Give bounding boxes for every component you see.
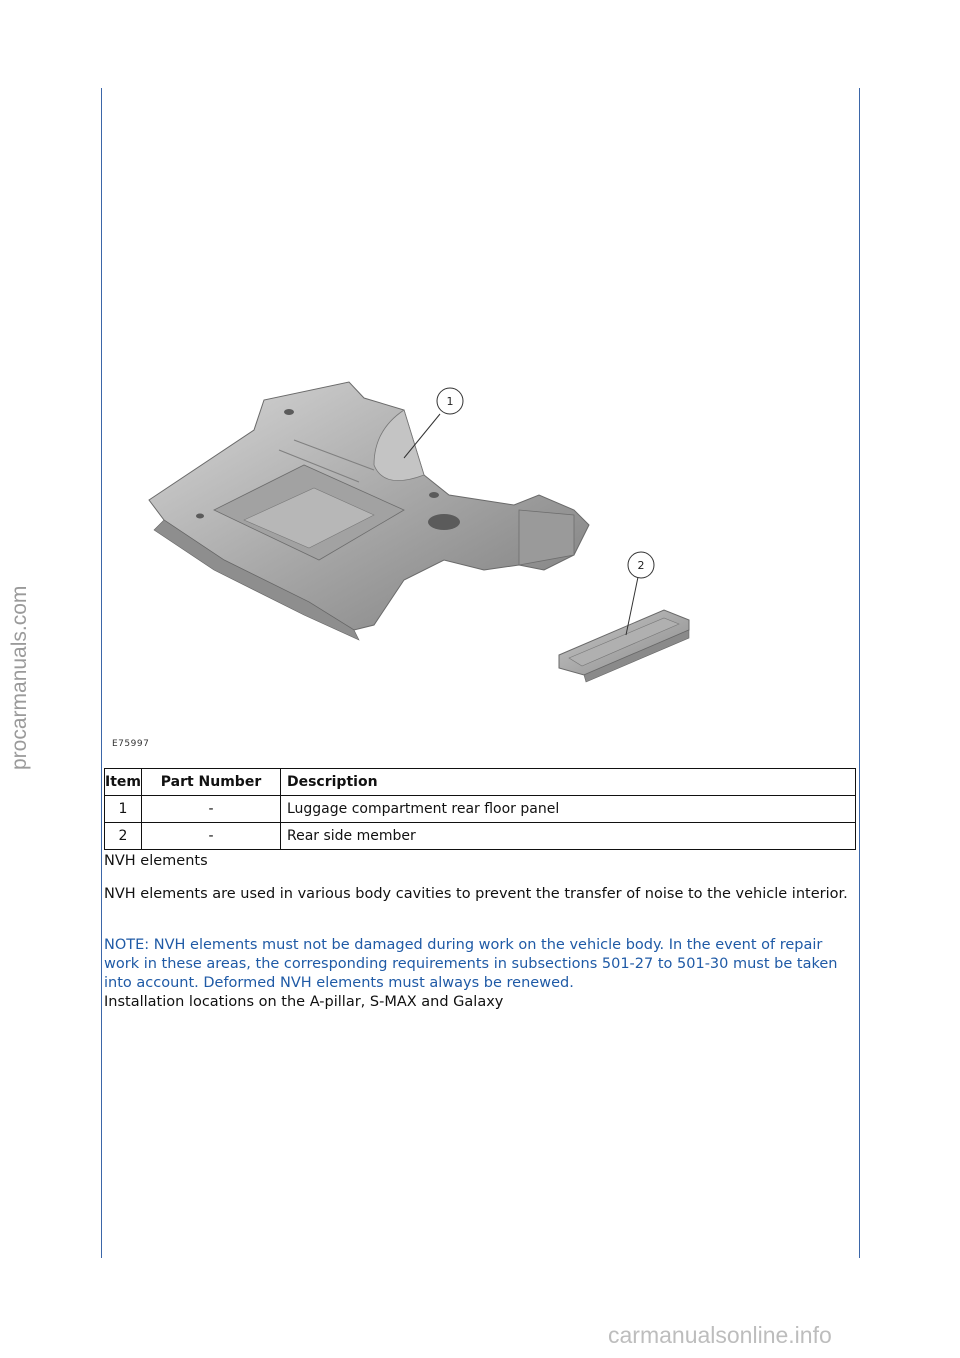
table-header-row <box>105 769 856 796</box>
figure-code: E75997 <box>112 739 150 749</box>
body-paragraph: NVH elements are used in various body cavities to prevent the transfer of noise to the vehicle interior. <box>104 886 848 902</box>
row-part-number: - <box>141 796 280 823</box>
rear-floor-panel-shape <box>149 382 589 640</box>
side-watermark: procarmanuals.com <box>8 585 31 770</box>
section-heading: NVH elements <box>104 853 208 869</box>
note-paragraph: NOTE: NVH elements must not be damaged during work on the vehicle body. In the event of repair work in these areas, the corresponding requirements in subsections 501-27 to 501-30 must be taken into account. Deformed NVH elements must always be renewed. <box>104 937 838 991</box>
header-description: Description <box>280 769 855 796</box>
installation-heading: Installation locations on the A-pillar, S-MAX and Galaxy <box>104 994 504 1010</box>
parts-table <box>104 768 856 850</box>
right-margin-rule <box>859 88 860 1258</box>
row-description: Luggage compartment rear floor panel <box>280 796 855 823</box>
bottom-watermark: carmanualsonline.info <box>608 1322 832 1348</box>
row-part-number: - <box>141 823 280 850</box>
callout-2-label: 2 <box>637 559 645 572</box>
row-item: 1 <box>105 796 142 823</box>
header-part-number: Part Number <box>141 769 280 796</box>
table-row <box>105 796 856 823</box>
callout-1-label: 1 <box>446 395 454 408</box>
row-description: Rear side member <box>280 823 855 850</box>
table-row <box>105 823 856 850</box>
row-item: 2 <box>105 823 142 850</box>
left-margin-rule <box>101 88 102 1258</box>
rear-side-member-shape <box>559 610 689 682</box>
floor-panel-illustration <box>104 370 856 760</box>
header-item: Item <box>105 769 142 796</box>
